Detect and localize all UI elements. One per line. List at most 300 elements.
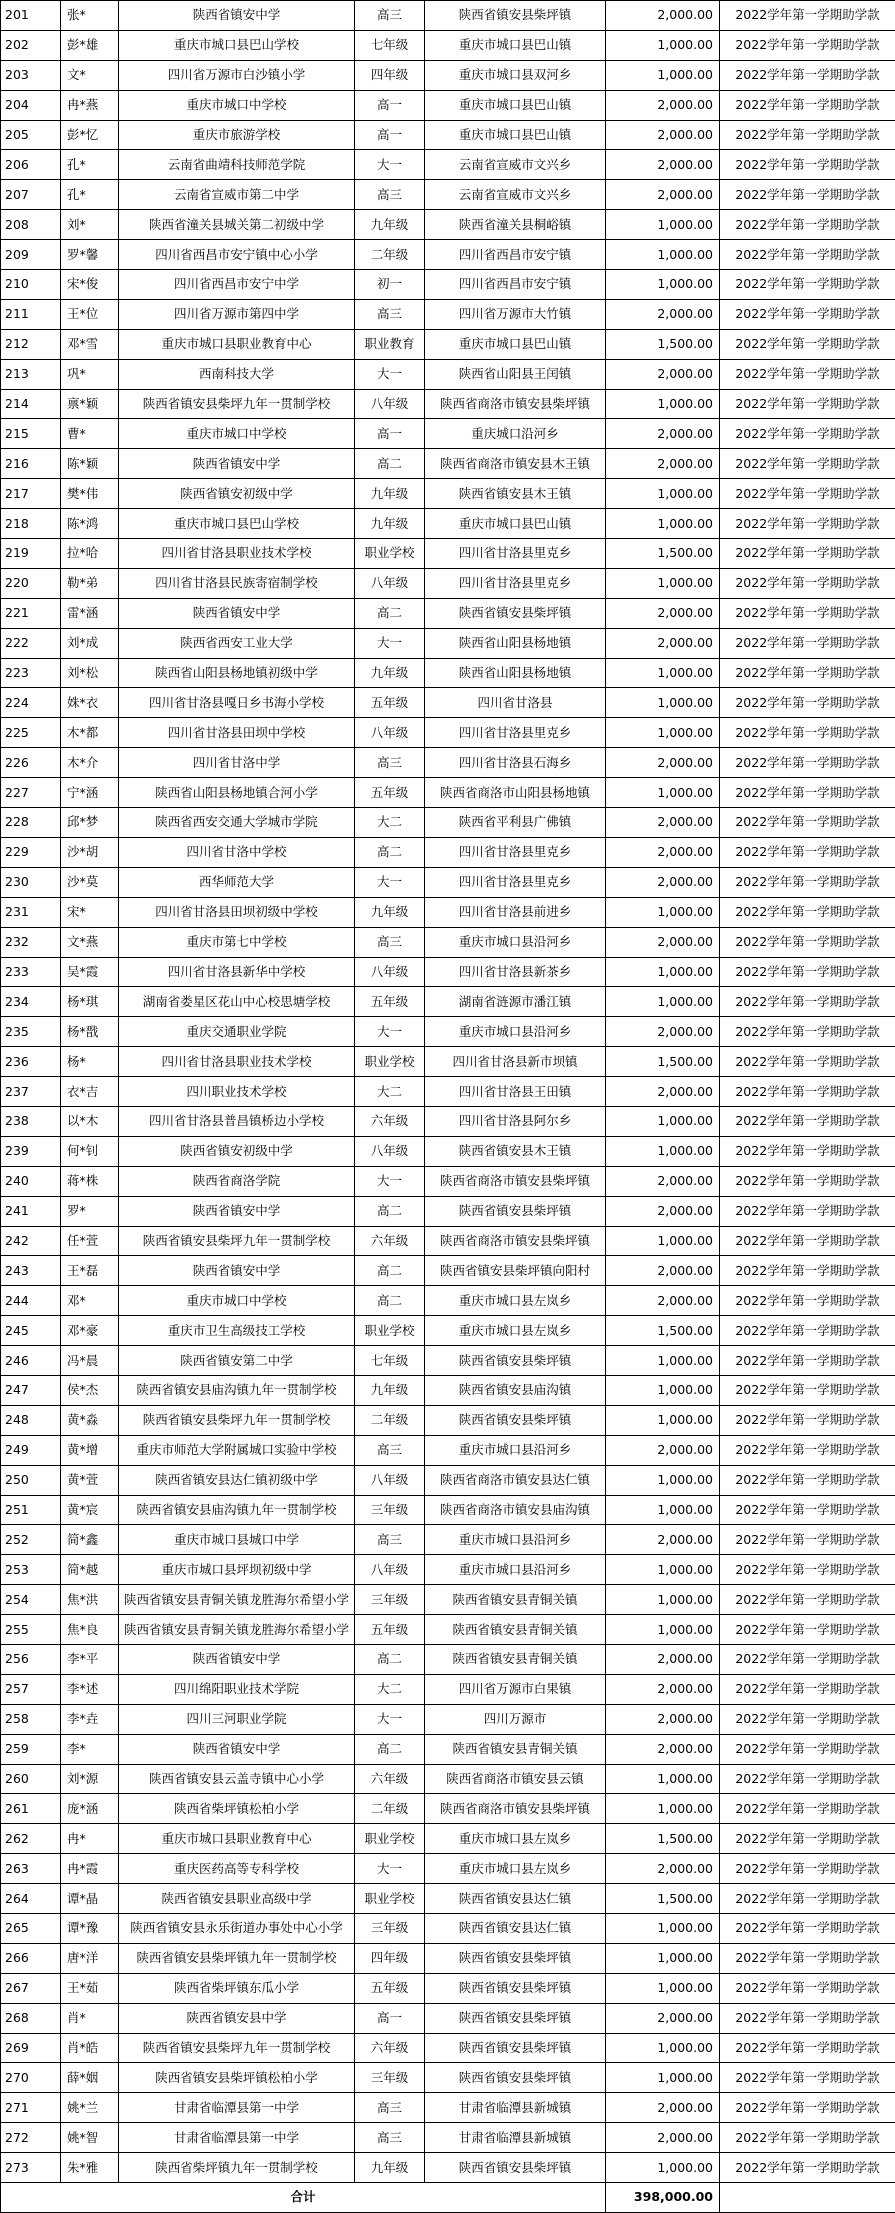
row-number: 214 (1, 389, 61, 419)
student-name: 王*位 (61, 299, 119, 329)
table-row (1, 1286, 895, 1316)
row-number: 213 (1, 359, 61, 389)
note: 2022学年第一学期助学款 (720, 210, 895, 240)
row-number: 250 (1, 1465, 61, 1495)
grade: 高三 (355, 1435, 425, 1465)
school-name: 重庆市第七中学校 (119, 927, 355, 957)
row-number: 245 (1, 1316, 61, 1346)
note: 2022学年第一学期助学款 (720, 419, 895, 449)
amount: 2,000.00 (606, 1196, 720, 1226)
school-name: 陕西省镇安县中学 (119, 2003, 355, 2033)
amount: 2,000.00 (606, 1854, 720, 1884)
note: 2022学年第一学期助学款 (720, 1226, 895, 1256)
school-name: 陕西省镇安中学 (119, 598, 355, 628)
total-amount: 398,000.00 (606, 2183, 720, 2213)
school-name: 四川省西昌市安宁中学 (119, 270, 355, 300)
grade: 高二 (355, 1644, 425, 1674)
grade: 高二 (355, 837, 425, 867)
grade: 九年级 (355, 1375, 425, 1405)
row-number: 241 (1, 1196, 61, 1226)
grade: 大一 (355, 1017, 425, 1047)
student-name: 巩* (61, 359, 119, 389)
amount: 1,000.00 (606, 1405, 720, 1435)
grade: 五年级 (355, 778, 425, 808)
row-number: 261 (1, 1794, 61, 1824)
student-name: 刘* (61, 210, 119, 240)
row-number: 244 (1, 1286, 61, 1316)
row-number: 221 (1, 598, 61, 628)
amount: 1,000.00 (606, 1585, 720, 1615)
amount: 1,500.00 (606, 329, 720, 359)
grade: 三年级 (355, 1585, 425, 1615)
row-number: 242 (1, 1226, 61, 1256)
home-address: 陕西省镇安县柴坪镇 (425, 1943, 606, 1973)
home-address: 四川省甘洛县里克乡 (425, 568, 606, 598)
row-number: 257 (1, 1674, 61, 1704)
student-name: 杨*戬 (61, 1017, 119, 1047)
amount: 1,000.00 (606, 1346, 720, 1376)
grade: 高三 (355, 1, 425, 31)
amount: 2,000.00 (606, 449, 720, 479)
note: 2022学年第一学期助学款 (720, 2003, 895, 2033)
table-row (1, 60, 895, 90)
amount: 2,000.00 (606, 120, 720, 150)
home-address: 重庆市城口县巴山镇 (425, 30, 606, 60)
note: 2022学年第一学期助学款 (720, 1, 895, 31)
home-address: 四川省万源市大竹镇 (425, 299, 606, 329)
home-address: 陕西省镇安县柴坪镇向阳村 (425, 1256, 606, 1286)
table-row (1, 90, 895, 120)
amount: 2,000.00 (606, 748, 720, 778)
note: 2022学年第一学期助学款 (720, 1495, 895, 1525)
row-number: 229 (1, 837, 61, 867)
amount: 1,000.00 (606, 240, 720, 270)
table-row (1, 1405, 895, 1435)
note: 2022学年第一学期助学款 (720, 1644, 895, 1674)
note: 2022学年第一学期助学款 (720, 837, 895, 867)
student-name: 邓*豪 (61, 1316, 119, 1346)
home-address: 陕西省镇安县青铜关镇 (425, 1585, 606, 1615)
school-name: 陕西省西安交通大学城市学院 (119, 808, 355, 838)
note: 2022学年第一学期助学款 (720, 1854, 895, 1884)
amount: 1,000.00 (606, 1226, 720, 1256)
table-row (1, 1316, 895, 1346)
amount: 1,000.00 (606, 658, 720, 688)
school-name: 四川省甘洛县职业技术学校 (119, 539, 355, 569)
table-row (1, 1, 895, 31)
note: 2022学年第一学期助学款 (720, 1017, 895, 1047)
amount: 1,000.00 (606, 1943, 720, 1973)
student-name: 焦*良 (61, 1615, 119, 1645)
note: 2022学年第一学期助学款 (720, 1674, 895, 1704)
table-row (1, 1226, 895, 1256)
student-name: 黄*萱 (61, 1465, 119, 1495)
home-address: 重庆市城口县沿河乡 (425, 1435, 606, 1465)
table-row (1, 1495, 895, 1525)
table-row (1, 1943, 895, 1973)
table-row (1, 299, 895, 329)
amount: 2,000.00 (606, 299, 720, 329)
school-name: 四川省甘洛县田坝初级中学校 (119, 897, 355, 927)
row-number: 226 (1, 748, 61, 778)
school-name: 陕西省镇安县永乐街道办事处中心小学 (119, 1914, 355, 1944)
table-row (1, 1615, 895, 1645)
note: 2022学年第一学期助学款 (720, 1914, 895, 1944)
amount: 1,000.00 (606, 1914, 720, 1944)
home-address: 四川省甘洛县新市坝镇 (425, 1047, 606, 1077)
note: 2022学年第一学期助学款 (720, 867, 895, 897)
note: 2022学年第一学期助学款 (720, 180, 895, 210)
student-name: 黄*淼 (61, 1405, 119, 1435)
home-address: 四川省甘洛县王田镇 (425, 1077, 606, 1107)
school-name: 陕西省山阳县杨地镇合河小学 (119, 778, 355, 808)
home-address: 重庆市城口县双河乡 (425, 60, 606, 90)
grade: 高三 (355, 2123, 425, 2153)
row-number: 269 (1, 2033, 61, 2063)
student-name: 肖* (61, 2003, 119, 2033)
student-name: 彭*雄 (61, 30, 119, 60)
school-name: 重庆医药高等专科学校 (119, 1854, 355, 1884)
home-address: 陕西省商洛市镇安县柴坪镇 (425, 1226, 606, 1256)
home-address: 重庆市城口县沿河乡 (425, 1555, 606, 1585)
row-number: 258 (1, 1704, 61, 1734)
school-name: 陕西省镇安中学 (119, 1, 355, 31)
amount: 2,000.00 (606, 598, 720, 628)
table-row (1, 1555, 895, 1585)
note: 2022学年第一学期助学款 (720, 1585, 895, 1615)
note: 2022学年第一学期助学款 (720, 987, 895, 1017)
grade: 高一 (355, 120, 425, 150)
school-name: 陕西省镇安县庙沟镇九年一贯制学校 (119, 1495, 355, 1525)
note: 2022学年第一学期助学款 (720, 1136, 895, 1166)
student-name: 冉* (61, 1824, 119, 1854)
amount: 1,000.00 (606, 60, 720, 90)
note: 2022学年第一学期助学款 (720, 1973, 895, 2003)
home-address: 陕西省镇安县青铜关镇 (425, 1734, 606, 1764)
home-address: 重庆城口沿河乡 (425, 419, 606, 449)
amount: 2,000.00 (606, 1256, 720, 1286)
amount: 2,000.00 (606, 2003, 720, 2033)
student-name: 姝*衣 (61, 688, 119, 718)
note: 2022学年第一学期助学款 (720, 60, 895, 90)
row-number: 215 (1, 419, 61, 449)
grade: 八年级 (355, 389, 425, 419)
student-name: 焦*洪 (61, 1585, 119, 1615)
school-name: 重庆市城口县城口中学 (119, 1525, 355, 1555)
student-name: 李*垚 (61, 1704, 119, 1734)
row-number: 256 (1, 1644, 61, 1674)
student-name: 冉*霞 (61, 1854, 119, 1884)
home-address: 重庆市城口县左岚乡 (425, 1824, 606, 1854)
note: 2022学年第一学期助学款 (720, 1615, 895, 1645)
student-name: 文* (61, 60, 119, 90)
note: 2022学年第一学期助学款 (720, 329, 895, 359)
row-number: 211 (1, 299, 61, 329)
student-name: 何*钊 (61, 1136, 119, 1166)
row-number: 210 (1, 270, 61, 300)
note: 2022学年第一学期助学款 (720, 1555, 895, 1585)
school-name: 重庆市城口县职业教育中心 (119, 1824, 355, 1854)
table-body (1, 1, 895, 2183)
student-name: 黄*宸 (61, 1495, 119, 1525)
note: 2022学年第一学期助学款 (720, 568, 895, 598)
home-address: 四川省甘洛县石海乡 (425, 748, 606, 778)
grade: 职业学校 (355, 1047, 425, 1077)
grade: 六年级 (355, 1764, 425, 1794)
school-name: 西南科技大学 (119, 359, 355, 389)
home-address: 陕西省镇安县柴坪镇 (425, 2063, 606, 2093)
amount: 2,000.00 (606, 2123, 720, 2153)
grade: 八年级 (355, 568, 425, 598)
school-name: 陕西省镇安县柴坪镇九年一贯制学校 (119, 1943, 355, 1973)
grade: 四年级 (355, 60, 425, 90)
table-row (1, 180, 895, 210)
note: 2022学年第一学期助学款 (720, 2123, 895, 2153)
home-address: 四川省甘洛县阿尔乡 (425, 1106, 606, 1136)
row-number: 246 (1, 1346, 61, 1376)
row-number: 225 (1, 718, 61, 748)
school-name: 重庆交通职业学院 (119, 1017, 355, 1047)
school-name: 陕西省西安工业大学 (119, 628, 355, 658)
student-name: 杨*琪 (61, 987, 119, 1017)
table-row (1, 1196, 895, 1226)
grade: 二年级 (355, 1794, 425, 1824)
row-number: 248 (1, 1405, 61, 1435)
school-name: 陕西省镇安县柴坪九年一贯制学校 (119, 2033, 355, 2063)
home-address: 重庆市城口县巴山镇 (425, 90, 606, 120)
table-row (1, 1704, 895, 1734)
grade: 高二 (355, 449, 425, 479)
school-name: 陕西省镇安县柴坪九年一贯制学校 (119, 389, 355, 419)
grade: 五年级 (355, 1973, 425, 2003)
home-address: 重庆市城口县巴山镇 (425, 329, 606, 359)
school-name: 四川三河职业学院 (119, 1704, 355, 1734)
student-name: 木*介 (61, 748, 119, 778)
note: 2022学年第一学期助学款 (720, 748, 895, 778)
school-name: 甘肃省临潭县第一中学 (119, 2093, 355, 2123)
school-name: 陕西省镇安中学 (119, 1734, 355, 1764)
grade: 二年级 (355, 240, 425, 270)
student-name: 以*木 (61, 1106, 119, 1136)
grade: 职业学校 (355, 1824, 425, 1854)
table-row (1, 30, 895, 60)
note: 2022学年第一学期助学款 (720, 658, 895, 688)
table-row (1, 1047, 895, 1077)
school-name: 四川绵阳职业技术学院 (119, 1674, 355, 1704)
table-row (1, 389, 895, 419)
table-row (1, 1346, 895, 1376)
row-number: 247 (1, 1375, 61, 1405)
grade: 大一 (355, 1854, 425, 1884)
student-name: 刘*松 (61, 658, 119, 688)
school-name: 云南省曲靖科技师范学院 (119, 150, 355, 180)
row-number: 271 (1, 2093, 61, 2123)
school-name: 陕西省镇安县庙沟镇九年一贯制学校 (119, 1375, 355, 1405)
home-address: 四川省甘洛县前进乡 (425, 897, 606, 927)
amount: 1,000.00 (606, 688, 720, 718)
table-row (1, 927, 895, 957)
amount: 1,000.00 (606, 718, 720, 748)
home-address: 陕西省商洛市镇安县达仁镇 (425, 1465, 606, 1495)
table-row (1, 1375, 895, 1405)
table-row (1, 1794, 895, 1824)
note: 2022学年第一学期助学款 (720, 539, 895, 569)
grade: 高三 (355, 2093, 425, 2123)
student-name: 唐*洋 (61, 1943, 119, 1973)
student-name: 庞*涵 (61, 1794, 119, 1824)
amount: 1,000.00 (606, 479, 720, 509)
note: 2022学年第一学期助学款 (720, 1704, 895, 1734)
table-row (1, 1914, 895, 1944)
table-row (1, 2093, 895, 2123)
home-address: 重庆市城口县左岚乡 (425, 1286, 606, 1316)
school-name: 重庆市城口中学校 (119, 1286, 355, 1316)
home-address: 陕西省商洛市镇安县柴坪镇 (425, 1794, 606, 1824)
amount: 2,000.00 (606, 927, 720, 957)
note: 2022学年第一学期助学款 (720, 927, 895, 957)
table-row (1, 1854, 895, 1884)
home-address: 陕西省镇安县柴坪镇 (425, 1346, 606, 1376)
home-address: 重庆市城口县沿河乡 (425, 927, 606, 957)
amount: 1,000.00 (606, 1495, 720, 1525)
student-name: 薛*姻 (61, 2063, 119, 2093)
home-address: 陕西省镇安县柴坪镇 (425, 598, 606, 628)
student-name: 李* (61, 1734, 119, 1764)
grade: 二年级 (355, 1405, 425, 1435)
home-address: 四川万源市 (425, 1704, 606, 1734)
home-address: 陕西省镇安县木王镇 (425, 1136, 606, 1166)
home-address: 陕西省镇安县达仁镇 (425, 1884, 606, 1914)
school-name: 陕西省镇安中学 (119, 1196, 355, 1226)
student-name: 谭*豫 (61, 1914, 119, 1944)
school-name: 四川省甘洛县职业技术学校 (119, 1047, 355, 1077)
amount: 2,000.00 (606, 1704, 720, 1734)
student-name: 刘*成 (61, 628, 119, 658)
row-number: 235 (1, 1017, 61, 1047)
grade: 八年级 (355, 718, 425, 748)
student-name: 王*茹 (61, 1973, 119, 2003)
note: 2022学年第一学期助学款 (720, 1286, 895, 1316)
table-row (1, 449, 895, 479)
student-name: 彭*忆 (61, 120, 119, 150)
home-address: 重庆市城口县左岚乡 (425, 1316, 606, 1346)
row-number: 268 (1, 2003, 61, 2033)
amount: 1,000.00 (606, 897, 720, 927)
row-number: 249 (1, 1435, 61, 1465)
note: 2022学年第一学期助学款 (720, 2063, 895, 2093)
grade: 九年级 (355, 509, 425, 539)
home-address: 四川省甘洛县新茶乡 (425, 957, 606, 987)
school-name: 陕西省镇安中学 (119, 449, 355, 479)
amount: 1,500.00 (606, 1824, 720, 1854)
home-address: 重庆市城口县巴山镇 (425, 120, 606, 150)
home-address: 陕西省商洛市镇安县庙沟镇 (425, 1495, 606, 1525)
school-name: 四川省西昌市安宁镇中心小学 (119, 240, 355, 270)
school-name: 陕西省镇安第二中学 (119, 1346, 355, 1376)
home-address: 陕西省镇安县柴坪镇 (425, 1, 606, 31)
grade: 职业学校 (355, 1316, 425, 1346)
school-name: 四川省甘洛中学 (119, 748, 355, 778)
student-name: 吴*霞 (61, 957, 119, 987)
school-name: 甘肃省临潭县第一中学 (119, 2123, 355, 2153)
table-row (1, 2063, 895, 2093)
row-number: 220 (1, 568, 61, 598)
amount: 2,000.00 (606, 1525, 720, 1555)
school-name: 陕西省山阳县杨地镇初级中学 (119, 658, 355, 688)
row-number: 230 (1, 867, 61, 897)
row-number: 252 (1, 1525, 61, 1555)
grade: 高二 (355, 598, 425, 628)
home-address: 陕西省山阳县杨地镇 (425, 658, 606, 688)
table-row (1, 150, 895, 180)
note: 2022学年第一学期助学款 (720, 30, 895, 60)
grade: 七年级 (355, 1346, 425, 1376)
table-row (1, 210, 895, 240)
amount: 2,000.00 (606, 1734, 720, 1764)
home-address: 陕西省镇安县庙沟镇 (425, 1375, 606, 1405)
total-row (1, 2183, 895, 2213)
grade: 高二 (355, 1286, 425, 1316)
student-name: 黄*增 (61, 1435, 119, 1465)
grade: 六年级 (355, 1106, 425, 1136)
amount: 1,000.00 (606, 1465, 720, 1495)
student-name: 王*磊 (61, 1256, 119, 1286)
home-address: 陕西省镇安县柴坪镇 (425, 2003, 606, 2033)
note: 2022学年第一学期助学款 (720, 1375, 895, 1405)
amount: 2,000.00 (606, 1435, 720, 1465)
table-row (1, 1166, 895, 1196)
home-address: 云南省宣威市文兴乡 (425, 150, 606, 180)
table-row (1, 479, 895, 509)
home-address: 陕西省潼关县桐峪镇 (425, 210, 606, 240)
home-address: 陕西省镇安县青铜关镇 (425, 1615, 606, 1645)
grade: 高一 (355, 2003, 425, 2033)
grade: 高三 (355, 1525, 425, 1555)
row-number: 222 (1, 628, 61, 658)
row-number: 264 (1, 1884, 61, 1914)
home-address: 四川省甘洛县里克乡 (425, 539, 606, 569)
table-row (1, 568, 895, 598)
grade: 大二 (355, 808, 425, 838)
row-number: 203 (1, 60, 61, 90)
grade: 九年级 (355, 2153, 425, 2183)
grade: 大一 (355, 150, 425, 180)
row-number: 218 (1, 509, 61, 539)
amount: 2,000.00 (606, 1, 720, 31)
student-name: 宋*俊 (61, 270, 119, 300)
school-name: 湖南省娄星区花山中心校思塘学校 (119, 987, 355, 1017)
grade: 职业教育 (355, 329, 425, 359)
grade: 五年级 (355, 688, 425, 718)
row-number: 232 (1, 927, 61, 957)
amount: 1,000.00 (606, 568, 720, 598)
amount: 1,000.00 (606, 987, 720, 1017)
note: 2022学年第一学期助学款 (720, 90, 895, 120)
home-address: 陕西省山阳县王闰镇 (425, 359, 606, 389)
student-name: 罗* (61, 1196, 119, 1226)
grade: 九年级 (355, 658, 425, 688)
home-address: 重庆市城口县沿河乡 (425, 1017, 606, 1047)
home-address: 陕西省商洛市镇安县云镇 (425, 1764, 606, 1794)
row-number: 270 (1, 2063, 61, 2093)
student-name: 谭*晶 (61, 1884, 119, 1914)
row-number: 228 (1, 808, 61, 838)
school-name: 重庆市城口中学校 (119, 419, 355, 449)
note: 2022学年第一学期助学款 (720, 2153, 895, 2183)
note: 2022学年第一学期助学款 (720, 1106, 895, 1136)
grade: 三年级 (355, 2063, 425, 2093)
grade: 职业学校 (355, 1884, 425, 1914)
